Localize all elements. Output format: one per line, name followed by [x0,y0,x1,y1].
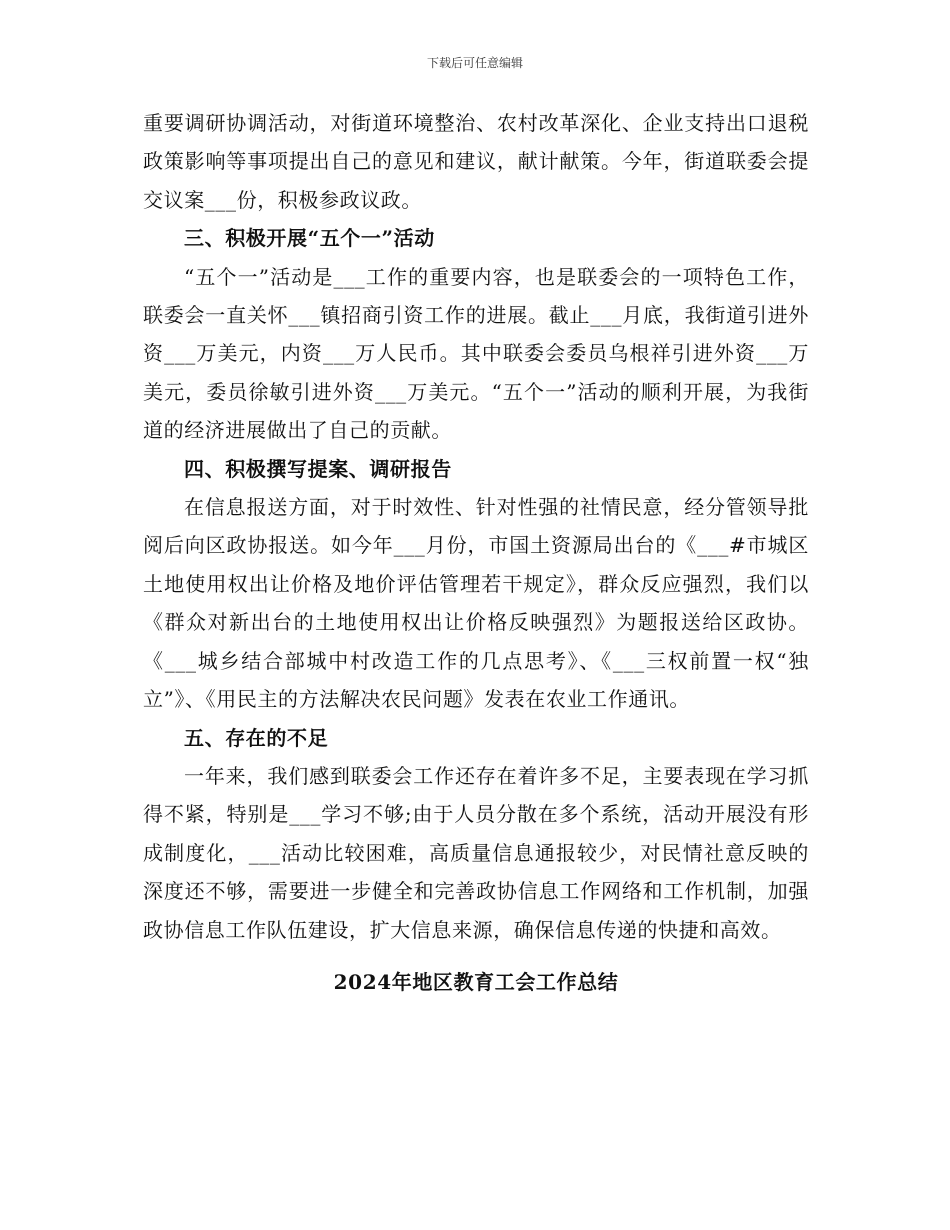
paragraph-continuation: 重要调研协调活动，对街道环境整治、农村改革深化、企业支持出口退税政策影响等事项提出自己的意见和建议，献计献策。今年，街道联委会提交议案___份，积极参政议政。 [143,111,809,212]
paragraph-section-4: 在信息报送方面，对于时效性、针对性强的社情民意，经分管领导批阅后向区政协报送。如今年___月份，市国土资源局出台的《___#市城区土地使用权出让价格及地价评估管理若干规定》，群众反应强烈，我们以《群众对新出台的土地使用权出让价格反映强烈》为题报送给区政协。《___城乡结合部城中村改造工作的几点思考》、《___三权前置一权“独立”》、《用民主的方法解决农民问题》发表在农业工作通讯。 [143,495,809,712]
paragraph-section-3: “五个一”活动是___工作的重要内容，也是联委会的一项特色工作，联委会一直关怀___镇招商引资工作的进展。截止___月底，我街道引进外资___万美元，内资___万人民币。其中联委会委员乌根祥引进外资___万美元，委员徐敏引进外资___万美元。“五个一”活动的顺利开展，为我街道的经济进展做出了自己的贡献。 [143,264,809,443]
section-heading-4: 四、积极撰写提案、调研报告 [184,456,452,481]
next-document-title: 2024年地区教育工会工作总结 [333,969,619,994]
header-note: 下载后可任意编辑 [426,56,523,70]
paragraph-section-5: 一年来，我们感到联委会工作还存在着许多不足，主要表现在学习抓得不紧，特别是___学习不够;由于人员分散在多个系统，活动开展没有形成制度化，___活动比较困难，高质量信息通报较少，对民情社意反映的深度还不够，需要进一步健全和完善政协信息工作网络和工作机制，加强政协信息工作队伍建设，扩大信息来源，确保信息传递的快捷和高效。 [143,763,809,942]
document-body [143,104,809,1001]
section-heading-5: 五、存在的不足 [184,725,329,750]
section-heading-3: 三、积极开展“五个一”活动 [184,226,435,251]
